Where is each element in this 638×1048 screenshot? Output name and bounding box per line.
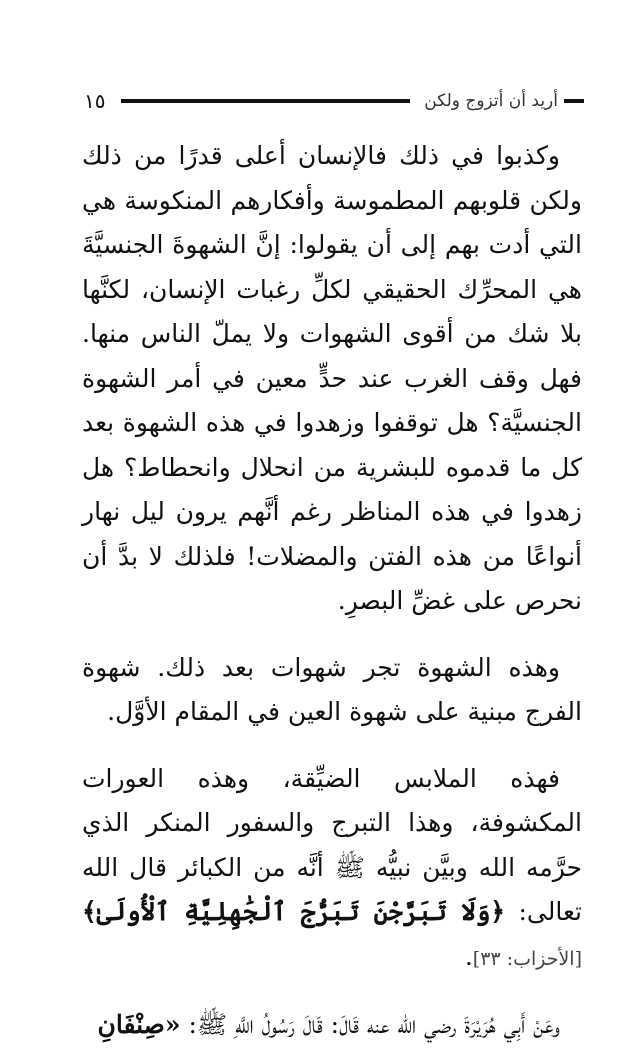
running-header-title: أريد أن أتزوج ولكن	[424, 91, 558, 111]
paragraph-2: وهذه الشهوة تجر شهوات بعد ذلك. شهوة الفرج مبنية على شهوة العين في المقام الأوَّل.	[82, 652, 582, 726]
running-header	[84, 86, 584, 116]
paragraph-1: وكذبوا في ذلك فالإنسان أعلى قدرًا من ذلك ولكن قلوبهم المطموسة وأفكارهم المنكوسة هي التي أدت بهم إلى أن يقولوا: إنَّ الشهوةَ الجنسيَّةَ هي المحرِّك الحقيقي لكلِّ رغبات الإنسان، لكنَّها بلا شك من أقوى الشهوات ولا يملّ الناس منها. فهل وقف الغرب عند حدٍّ معين في أمر الشهوة الجنسيَّة؟ هل توقفوا وزهدوا في هذه الشهوة بعد كل ما قدموه للبشرية من انحلال وانحطاط؟ هل زهدوا في هذه المناظر رغم أنَّهم يرون ليل نهار أنواعًا من هذه الفتن والمضلات! فلذلك لا بدَّ أن نحرص على غضِّ البصرِ.	[82, 141, 582, 615]
verse-citation: [الأحزاب: ٣٣]	[472, 947, 582, 970]
body-text	[82, 134, 582, 1048]
hadith-opening: «صِنْفَانِ	[97, 1010, 181, 1039]
header-mark-right	[564, 99, 584, 103]
hadith-intro: وعَنْ أَبِي هُرَيْرَةَ رضي الله عنه قَالَ: قَالَ رَسُولُ اللَّهِ ﷺ:	[188, 1010, 560, 1039]
header-rule	[121, 99, 410, 103]
paragraph-3	[82, 757, 582, 982]
page-number: ١٥	[84, 89, 106, 113]
paragraph-4	[82, 1003, 582, 1048]
paragraph-3-text: فهذه الملابس الضيِّقة، وهذه العورات المكشوفة، وهذا التبرج والسفور المنكر الذي حرَّمه الله وبيَّن نبيُّه ﷺ أنَّه من الكبائر قال الله تعالى:	[82, 763, 582, 926]
paragraph-3-end: .	[464, 941, 473, 971]
quran-verse: ﴿وَلَا تَبَرَّجْنَ تَبَرُّجَ ٱلْجَٰهِلِيَّةِ ٱلْأُولَىٰ﴾	[82, 897, 506, 926]
